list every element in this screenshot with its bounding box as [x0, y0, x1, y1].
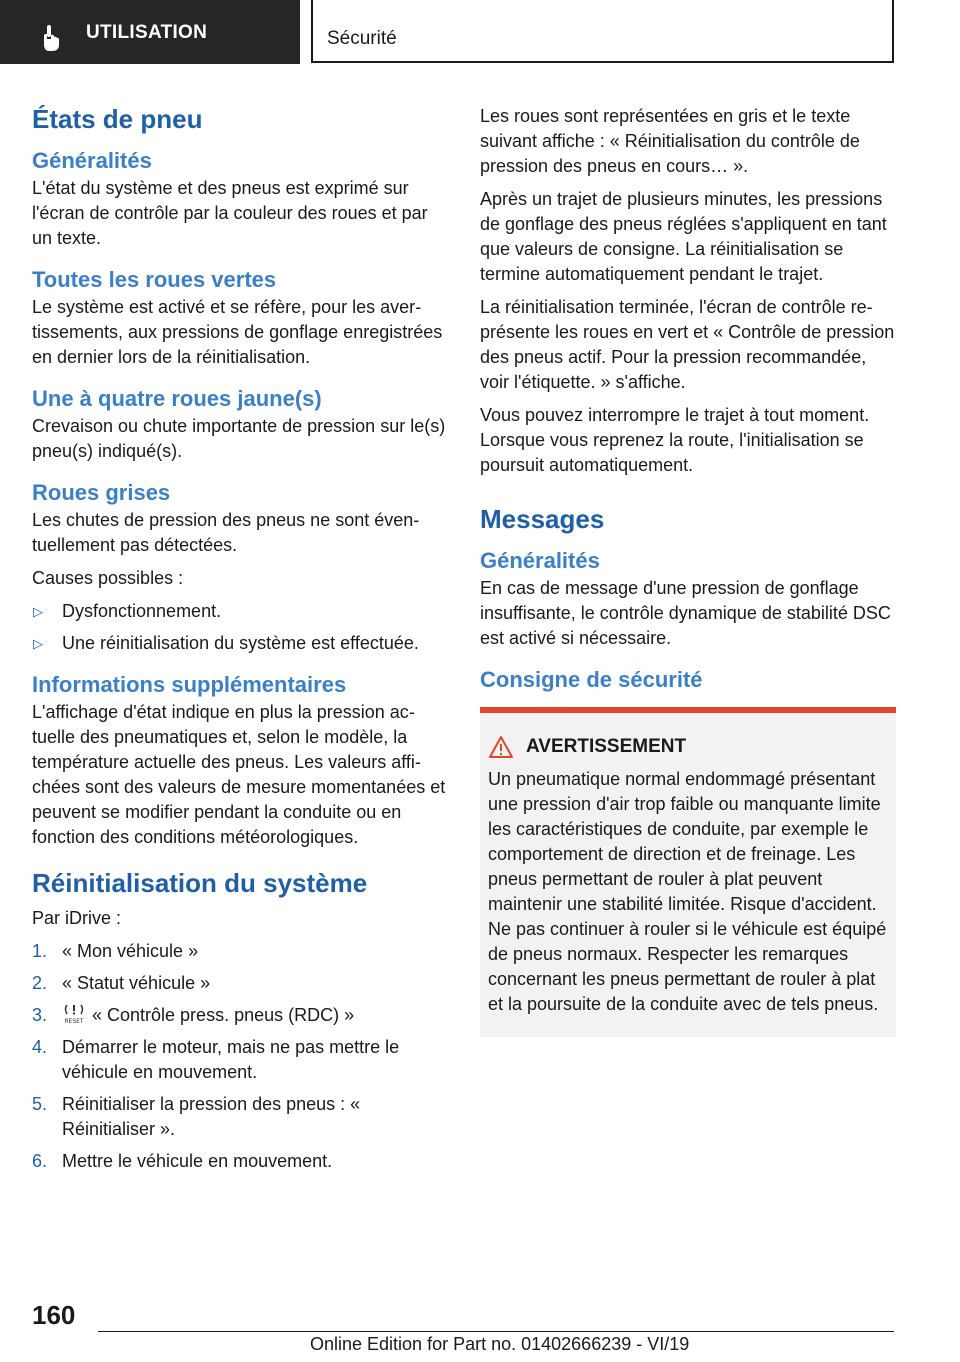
warning-text: Un pneumatique normal endommagé présentant une pression d'air trop faible ou manquante limite les caractéristiques de conduite, par exemple le comportement de direction et de freinage. Les pneus permettant de rouler à plat peuvent maintenir une stabilité limitée. Risque d'accident. Ne pas continuer à rouler si le véhicule est équipé de pneus normaux. Respecter les remarques concernant les pneus permettant de rouler à plat et la poursuite de la conduite avec de tels pneus. [488, 769, 887, 1014]
section-header [311, 0, 894, 63]
warning-box [480, 707, 896, 1037]
paragraph: Les roues sont représentées en gris et le texte suivant affiche : « Réinitialisation du contrôle de pression des pneus en cours… ». [480, 106, 860, 176]
subheading-additional-info: Informations supplémentaires [32, 672, 347, 697]
triangle-bullet-icon: ▷ [33, 636, 43, 651]
subheading-general: Généralités [480, 548, 600, 573]
section-general-messages [480, 546, 896, 651]
list-item: 4. Démarrer le moteur, mais ne pas mettre le véhicule en mouvement. [32, 1037, 400, 1082]
subheading-general: Généralités [32, 148, 152, 173]
paragraph: Le système est activé et se réfère, pour les avertissements, aux pressions de gonflage enregistrées en dernier lors de la réinitialisation. [32, 297, 443, 367]
heading-reset: Réinitialisation du système [32, 868, 368, 898]
reset-steps [32, 939, 448, 1174]
subheading-yellow: Une à quatre roues jaune(s) [32, 386, 322, 411]
list-item: 2. « Statut véhicule » [32, 973, 211, 993]
paragraph: Après un trajet de plusieurs minutes, les pressions de gonflage des pneus réglées s'appliquent en tant que valeurs de consigne. La réinitialisation se termine automatiquement pendant le trajet. [480, 189, 887, 284]
warning-label: AVERTISSEMENT [526, 736, 687, 757]
paragraph: Crevaison ou chute importante de pression sur le(s) pneu(s) indiqué(s). [32, 416, 446, 461]
paragraph: L'affichage d'état indique en plus la pression actuelle des pneumatiques et, selon le modèle, la température actuelle des pneus. Les valeurs affichées sont des valeurs de mesure momentanées et peuvent se modifier pendant la conduite ou en fonction des conditions météorologiques. [32, 702, 446, 847]
heading-messages: Messages [480, 504, 605, 534]
tire-pressure-reset-icon [62, 1003, 86, 1025]
causes-list [32, 599, 448, 656]
page-number: 160 [32, 1300, 76, 1330]
warning-triangle-icon [488, 735, 514, 759]
section-grey [32, 478, 448, 656]
section-reset [32, 864, 448, 1174]
paragraph: L'état du système et des pneus est exprimé sur l'écran de contrôle par la couleur des roues et par un texte. [32, 178, 428, 248]
paragraph: Par iDrive : [32, 908, 122, 928]
list-item: ▷ Une réinitialisation du système est effectuée. [32, 631, 448, 656]
subheading-grey: Roues grises [32, 480, 171, 505]
triangle-bullet-icon: ▷ [33, 604, 43, 619]
edition-note: Online Edition for Part no. 01402666239 - VI/19 [310, 1334, 690, 1354]
subheading-all-green: Toutes les roues vertes [32, 267, 277, 292]
section-all-green [32, 265, 448, 370]
section-title: Sécurité [327, 28, 397, 49]
section-yellow [32, 384, 448, 464]
list-item: 6. Mettre le véhicule en mouvement. [32, 1151, 333, 1171]
left-column [32, 100, 448, 1184]
list-item: 1. « Mon véhicule » [32, 941, 199, 961]
paragraph: Vous pouvez interrompre le trajet à tout moment. Lorsque vous reprenez la route, l'initialisation se poursuit automatiquement. [480, 405, 870, 475]
list-item: 3. RESET « Contrôle press. pneus (RDC) » [32, 1005, 355, 1025]
list-item: 5. Réinitialiser la pression des pneus : « Réinitialiser ». [32, 1094, 361, 1139]
section-additional-info [32, 670, 448, 850]
subheading-safety: Consigne de sécurité [480, 667, 703, 692]
paragraph: En cas de message d'une pression de gonflage insuffisante, le contrôle dynamique de stabilité DSC est activé si nécessaire. [480, 578, 891, 648]
paragraph: La réinitialisation terminée, l'écran de contrôle représente les roues en vert et « Contrôle de pression des pneus actif. Pour la pression recommandée, voir l'étiquette. » s'affiche. [480, 297, 895, 392]
list-item: ▷ Dysfonctionnement. [32, 599, 448, 624]
heading-tire-states: États de pneu [32, 104, 203, 134]
chapter-tab [0, 0, 300, 64]
footer-divider [98, 1331, 894, 1332]
chapter-label: UTILISATION [86, 22, 208, 43]
paragraph: Causes possibles : [32, 568, 184, 588]
hand-pointer-icon [40, 25, 62, 51]
right-column [480, 104, 896, 1037]
section-safety [480, 665, 896, 1037]
section-general [32, 146, 448, 251]
warning-header [488, 735, 888, 759]
svg-text:RESET: RESET [64, 1018, 84, 1025]
paragraph: Les chutes de pression des pneus ne sont éventuellement pas détectées. [32, 510, 420, 555]
